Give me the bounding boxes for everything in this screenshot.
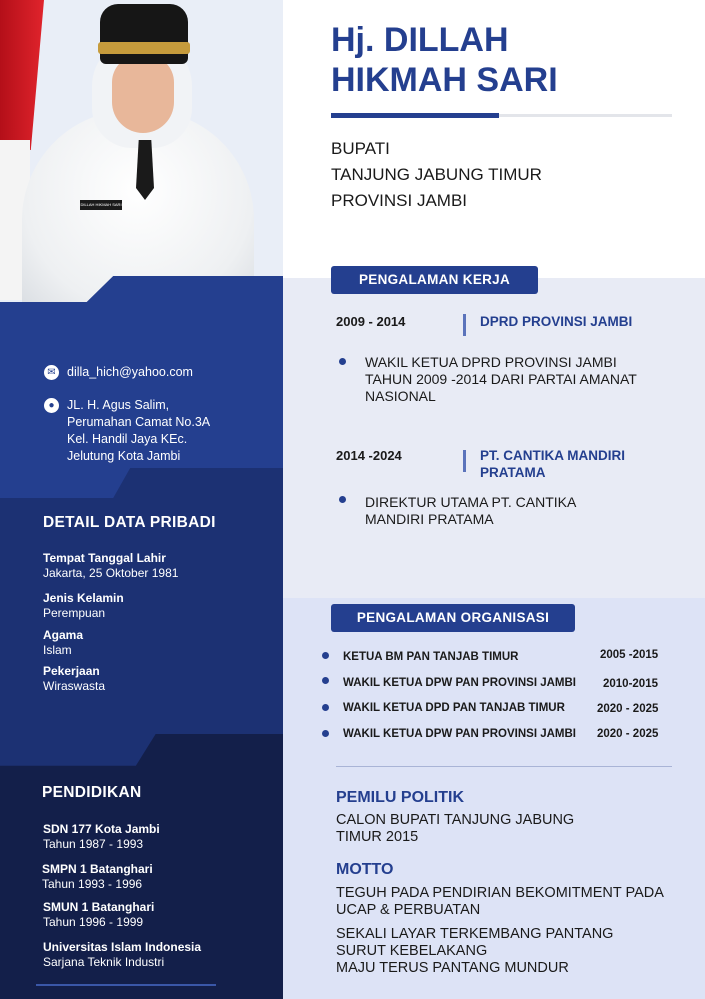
portrait-tie [136, 140, 154, 200]
motto-heading: MOTTO [336, 861, 394, 878]
profile-position: BUPATI TANJUNG JABUNG TIMUR PROVINSI JAMBI [331, 139, 542, 210]
bullet-icon [322, 652, 329, 659]
contact-email-row [44, 364, 193, 381]
org-years: 2010-2015 [603, 678, 658, 690]
politics-text: CALON BUPATI TANJUNG JABUNG TIMUR 2015 [336, 812, 575, 845]
education-heading: PENDIDIKAN [42, 784, 142, 801]
work-heading: PENGALAMAN KERJA [331, 266, 538, 294]
org-role: KETUA BM PAN TANJAB TIMUR [343, 651, 519, 663]
education-item: SMUN 1 Batanghari Tahun 1996 - 1999 [43, 900, 155, 929]
portrait-cap [100, 4, 188, 64]
name-tag: DILLAH HIKMAH SARI [80, 200, 122, 210]
education-item: Universitas Islam Indonesia Sarjana Teknik Industri [43, 940, 202, 969]
org-years: 2020 - 2025 [597, 728, 659, 740]
profile-photo [0, 0, 283, 304]
section-divider [336, 766, 672, 767]
job-years: 2014 -2024 [336, 448, 402, 463]
job-divider [463, 450, 466, 472]
job-org: PT. CANTIKA MANDIRI PRATAMA [480, 448, 625, 480]
motto-paragraph: SEKALI LAYAR TERKEMBANG PANTANG SURUT KEBELAKANG MAJU TERUS PANTANG MUNDUR [336, 926, 614, 976]
portrait-cap-band [98, 42, 190, 54]
job-divider [463, 314, 466, 336]
personal-item: Agama Islam [43, 628, 84, 657]
org-role: WAKIL KETUA DPD PAN TANJAB TIMUR [343, 702, 565, 714]
contact-email[interactable]: dilla_hich@yahoo.com [67, 365, 193, 379]
personal-item: Tempat Tanggal Lahir Jakarta, 25 Oktober 1981 [43, 551, 179, 580]
location-pin-icon: ● [44, 398, 59, 413]
name-underline [331, 113, 499, 118]
org-role: WAKIL KETUA DPW PAN PROVINSI JAMBI [343, 677, 576, 689]
org-role: WAKIL KETUA DPW PAN PROVINSI JAMBI [343, 728, 576, 740]
personal-heading: DETAIL DATA PRIBADI [43, 514, 216, 531]
bullet-icon [322, 730, 329, 737]
profile-name: Hj. DILLAH HIKMAH SARI [331, 21, 558, 99]
bullet-icon [339, 358, 346, 365]
job-org: DPRD PROVINSI JAMBI [480, 314, 633, 329]
org-years: 2020 - 2025 [597, 703, 659, 715]
org-years: 2005 -2015 [600, 649, 659, 661]
personal-item: Jenis Kelamin Perempuan [43, 591, 124, 620]
portrait-face [112, 55, 174, 133]
organization-heading: PENGALAMAN ORGANISASI [331, 604, 575, 632]
motto-paragraph: TEGUH PADA PENDIRIAN BEKOMITMENT PADA UCAP & PERBUATAN [336, 885, 664, 918]
job-years: 2009 - 2014 [336, 314, 406, 329]
bullet-icon [339, 496, 346, 503]
education-item: SMPN 1 Batanghari Tahun 1993 - 1996 [42, 862, 153, 891]
bottom-divider [36, 984, 216, 986]
contact-address: JL. H. Agus Salim, Perumahan Camat No.3A Kel. Handil Jaya KEc. Jelutung Kota Jambi [67, 398, 211, 463]
politics-heading: PEMILU POLITIK [336, 789, 464, 806]
envelope-icon: ✉ [44, 365, 59, 380]
contact-address-row [44, 397, 210, 465]
education-item: SDN 177 Kota Jambi Tahun 1987 - 1993 [43, 822, 160, 851]
bullet-icon [322, 704, 329, 711]
personal-item: Pekerjaan Wiraswasta [43, 664, 106, 693]
job-description: WAKIL KETUA DPRD PROVINSI JAMBI TAHUN 2009 -2014 DARI PARTAI AMANAT NASIONAL [365, 354, 637, 404]
bullet-icon [322, 677, 329, 684]
flag-red-stripe [0, 0, 44, 150]
job-description: DIREKTUR UTAMA PT. CANTIKA MANDIRI PRATAMA [365, 494, 577, 527]
